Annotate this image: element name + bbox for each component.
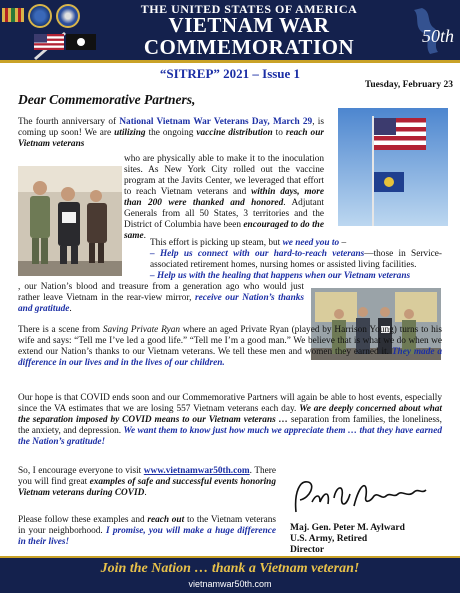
text-run: . There you will find great [18,466,276,487]
text-run: . [143,231,146,241]
text-run: the ongoing [145,128,197,138]
text-run: vaccine distribution [196,128,273,138]
masthead-title-line2: COMMEMORATION [143,35,355,59]
text-run: I promise, you will make a huge difference in their lives! [18,526,276,547]
text-run: This effort is picking up steam, but [150,238,283,248]
paragraph-website [18,466,276,499]
text-run: we need you to [282,238,340,248]
text-run: —those in Service-associated retirement homes, nursing homes or assisted living facilities. [150,249,443,270]
signer-name: Maj. Gen. Peter M. Aylward [290,523,405,533]
text-run: encouraged to do the same [124,220,324,241]
paragraph-anniversary-cont [124,154,324,242]
text-run: reach our Vietnam veterans [18,128,324,149]
paragraph-covid [18,393,442,448]
text-run: , is coming up soon! We are [18,117,324,138]
text-run: – [339,238,347,248]
header-divider [0,60,460,63]
footer-tagline: Join the Nation … thank a Vietnam veteran! [100,561,360,576]
text-run: . [69,304,72,314]
newsletter-title: “SITREP” 2021 – Issue 1 [159,66,301,81]
text-run: separation from families, the loneliness, the anxiety, and depression. [18,415,442,436]
paragraph-call-to-action-cont [18,282,304,315]
movie-title: Saving Private Ryan [102,325,181,335]
text-run: . [144,488,147,498]
paragraph-call-to-action [150,238,442,282]
service-ribbon-icon [2,4,24,26]
department-of-defense-seal [28,4,52,28]
flags-photo [338,108,448,226]
text-run: where an aged Private Ryan (played by Harrison Young) turns to his wife and says: “Tell me I’ve led a good life.” “Tell me I’m a good man.” We believe that is what we do when we extend our Nation’s thanks to our Vietnam veterans. We tell these men and women they earned it. [18,325,443,357]
text-run: reach out [147,515,185,525]
website-link[interactable]: www.vietnamwar50th.com [143,466,250,476]
text-run: There is a scene from [18,325,103,335]
text-run: utilizing [114,128,146,138]
text-run: , our Nation’s blood and treasure from a generation ago who would just rather leave Vietnam in the rear-view mirror, [18,282,304,303]
text-run: They made a difference in our lives and in the lives of our children. [18,347,442,368]
text-run: who are physically able to make it to the inoculation sites. As New York City rolled out the vaccine program at the Javits Center, we leveraged that effort to reach Vietnam veterans and [124,154,324,197]
crossed-flags-icon [30,30,100,60]
commemoration-seal [56,4,80,28]
text-run: receive our Nation’s thanks and gratitude [18,293,305,314]
text-run: We want them to know just how much we appreciate them … that they have earned the Nation’s gratitude! [18,426,443,447]
text-run: So, I encourage everyone to visit [18,466,144,476]
masthead-top-line: THE UNITED STATES OF AMERICA [140,2,358,16]
text-run: – Help us connect with our hard-to-reach veterans [150,249,365,259]
signer-block [290,523,405,556]
text-run: within days, more than 200 were thanked and honored [124,187,324,208]
badge-text: 50th [422,26,455,46]
text-run: We are deeply concerned about what the separation imposed by COVID means to our Vietnam veterans … [18,404,442,425]
text-run: examples of safe and successful events honoring Vietnam veterans during COVID [18,477,276,498]
footer-url: vietnamwar50th.com [188,579,272,589]
text-run: – Help us with the healing that happens when our Vietnam veterans [150,271,411,281]
fiftieth-anniversary-badge [392,4,456,56]
text-run: to the Vietnam veterans in your neighborhood. [18,515,277,536]
javits-center-photo [18,166,122,276]
paragraph-reach-out [18,515,276,548]
text-run: Our hope is that COVID ends soon and our Commemorative Partners will again be able to host events, especially since the VA estimates that we are losing 557 Vietnam veterans each day. [18,393,442,414]
text-run: National Vietnam War Veterans Day, March 29 [119,117,313,127]
masthead-title [110,14,388,58]
text-run: Please follow these examples and [18,515,148,525]
signer-rank: U.S. Army, Retired [290,534,368,544]
text-run: . Adjutant Generals from all 50 States, 3 territories and the District of Columbia have been [124,198,324,230]
masthead-title-line1: VIETNAM WAR [168,13,330,37]
signer-role: Director [290,545,325,555]
masthead [0,0,460,60]
issue-date: Tuesday, February 23 [364,80,453,90]
salutation: Dear Commemorative Partners, [18,92,196,107]
signature-image [290,472,430,522]
text-run: The fourth anniversary of [18,117,120,127]
paragraph-private-ryan [18,325,442,369]
paragraph-anniversary [18,117,324,150]
text-run: to [272,128,286,138]
